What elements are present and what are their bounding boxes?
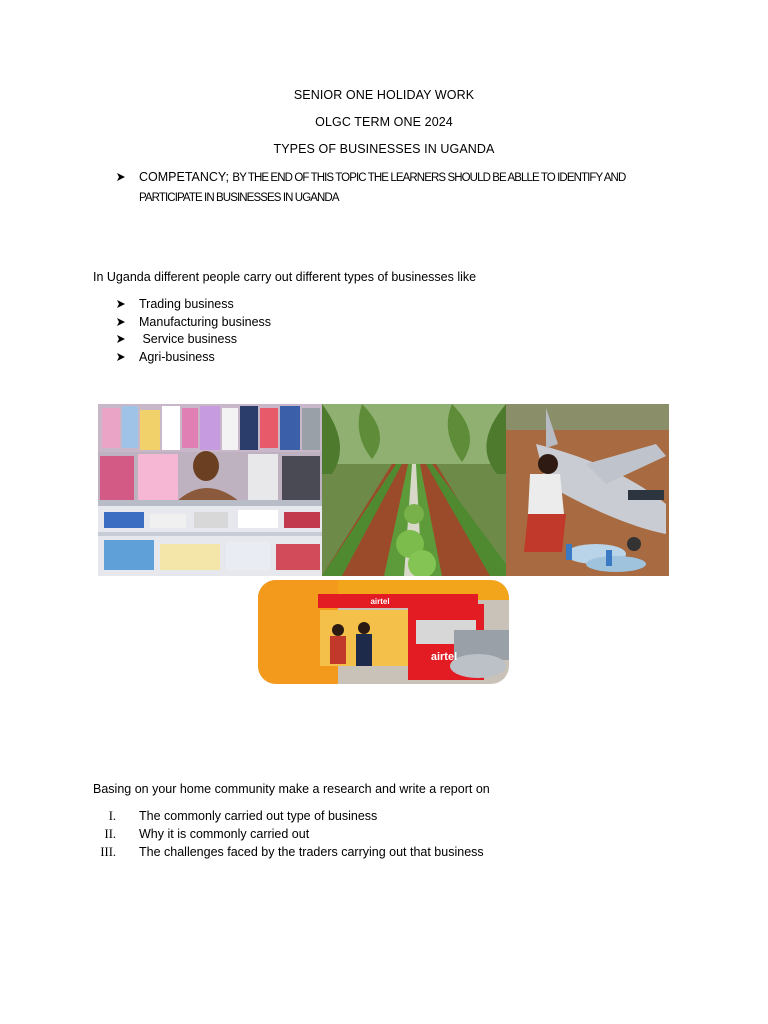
heading-term: OLGC TERM ONE 2024 bbox=[315, 115, 453, 129]
intro-paragraph: In Uganda different people carry out different types of businesses like bbox=[93, 270, 477, 284]
manufacturing-business-photo bbox=[506, 404, 669, 576]
heading-topic: TYPES OF BUSINESSES IN UGANDA bbox=[273, 142, 495, 156]
arrow-bullet-icon bbox=[116, 317, 126, 327]
kiosk-banner-text: airtel bbox=[370, 597, 390, 606]
arrow-bullet-icon bbox=[116, 299, 126, 309]
competency-text: BY THE END OF THIS TOPIC THE LEARNERS SHOULD BE ABLLE TO IDENTIFY AND PARTICIPATE IN BUSINESSES IN UGANDA bbox=[139, 172, 626, 204]
heading-holiday-work: SENIOR ONE HOLIDAY WORK bbox=[293, 88, 475, 102]
trading-business-photo bbox=[98, 404, 322, 576]
task-text: The commonly carried out type of business bbox=[139, 809, 378, 823]
competency-label: COMPETANCY; bbox=[139, 170, 229, 184]
arrow-bullet-icon bbox=[116, 172, 126, 182]
arrow-bullet-icon bbox=[116, 334, 126, 344]
task-number: III. bbox=[100, 845, 116, 859]
task-intro-paragraph: Basing on your home community make a research and write a report on bbox=[93, 782, 490, 796]
task-text: Why it is commonly carried out bbox=[139, 827, 310, 841]
competency-statement bbox=[139, 168, 679, 208]
kiosk-brand-text: airtel bbox=[430, 651, 458, 663]
service-business-photo bbox=[258, 580, 509, 684]
list-item: Manufacturing business bbox=[139, 315, 272, 329]
list-item: Trading business bbox=[139, 297, 234, 311]
task-text: The challenges faced by the traders carrying out that business bbox=[139, 845, 484, 859]
task-number: I. bbox=[108, 809, 116, 823]
list-item: Agri-business bbox=[139, 350, 215, 364]
agri-business-photo bbox=[322, 404, 506, 576]
arrow-bullet-icon bbox=[116, 352, 126, 362]
task-number: II. bbox=[104, 827, 116, 841]
list-item: Service business bbox=[139, 332, 237, 346]
